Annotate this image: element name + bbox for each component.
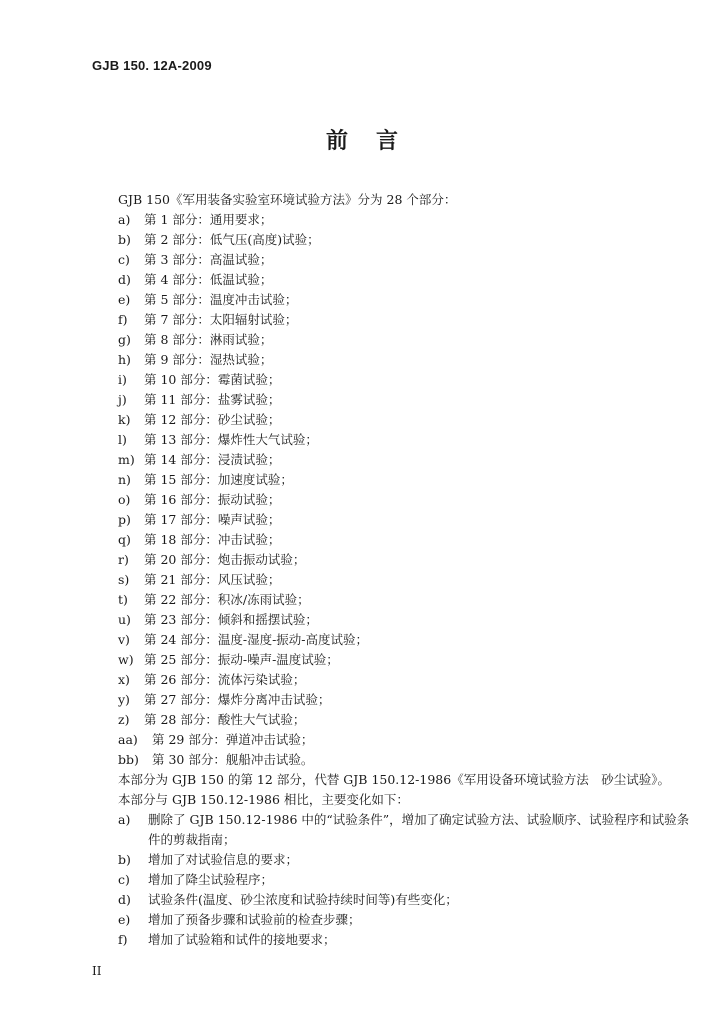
change-item bbox=[118, 890, 698, 910]
part-label: h) bbox=[118, 352, 131, 367]
change-text: 增加了对试验信息的要求； bbox=[148, 852, 299, 867]
part-text: 第 12 部分：砂尘试验； bbox=[144, 412, 281, 427]
part-label: f) bbox=[118, 312, 128, 327]
summary-section bbox=[118, 770, 698, 810]
part-item bbox=[118, 750, 368, 770]
part-label: q) bbox=[118, 532, 131, 547]
part-item bbox=[118, 570, 368, 590]
part-text: 第 7 部分：太阳辐射试验； bbox=[144, 312, 298, 327]
part-text: 第 11 部分：盐雾试验； bbox=[144, 392, 281, 407]
part-text: 第 15 部分：加速度试验； bbox=[144, 472, 293, 487]
change-item bbox=[118, 850, 698, 870]
part-label: m) bbox=[118, 452, 135, 467]
part-item bbox=[118, 710, 368, 730]
part-text: 第 24 部分：温度-湿度-振动-高度试验； bbox=[144, 632, 369, 647]
part-item bbox=[118, 630, 368, 650]
part-text: 第 4 部分：低温试验； bbox=[144, 272, 273, 287]
part-label: b) bbox=[118, 232, 131, 247]
change-text: 试验条件(温度、砂尘浓度和试验持续时间等)有些变化； bbox=[148, 892, 458, 907]
changes-intro: 本部分与 GJB 150.12-1986 相比，主要变化如下： bbox=[118, 792, 409, 807]
part-text: 第 2 部分：低气压(高度)试验； bbox=[144, 232, 320, 247]
part-label: i) bbox=[118, 372, 127, 387]
part-text: 第 26 部分：流体污染试验； bbox=[144, 672, 306, 687]
part-item bbox=[118, 270, 368, 290]
part-text: 第 17 部分：噪声试验； bbox=[144, 512, 281, 527]
change-item bbox=[118, 870, 698, 890]
part-label: e) bbox=[118, 292, 131, 307]
part-label: t) bbox=[118, 592, 128, 607]
part-item bbox=[118, 670, 368, 690]
standard-code: GJB 150. 12A-2009 bbox=[92, 58, 212, 73]
change-label: a) bbox=[118, 812, 131, 827]
part-item bbox=[118, 250, 368, 270]
change-text: 增加了预备步骤和试验前的检查步骤； bbox=[148, 912, 361, 927]
part-label: z) bbox=[118, 712, 130, 727]
part-item bbox=[118, 210, 368, 230]
part-text: 第 18 部分：冲击试验； bbox=[144, 532, 281, 547]
part-item bbox=[118, 410, 368, 430]
part-item bbox=[118, 650, 368, 670]
part-item bbox=[118, 430, 368, 450]
change-label: e) bbox=[118, 912, 131, 927]
part-text: 第 3 部分：高温试验； bbox=[144, 252, 273, 267]
part-label: o) bbox=[118, 492, 131, 507]
part-label: y) bbox=[118, 692, 130, 707]
part-item bbox=[118, 310, 368, 330]
part-label: r) bbox=[118, 552, 129, 567]
part-item bbox=[118, 610, 368, 630]
part-text: 第 29 部分：弹道冲击试验； bbox=[152, 732, 314, 747]
part-item bbox=[118, 230, 368, 250]
part-label: d) bbox=[118, 272, 131, 287]
part-text: 第 13 部分：爆炸性大气试验； bbox=[144, 432, 318, 447]
part-text: 第 28 部分：酸性大气试验； bbox=[144, 712, 306, 727]
change-label: d) bbox=[118, 892, 131, 907]
part-item bbox=[118, 370, 368, 390]
part-label: l) bbox=[118, 432, 127, 447]
part-item bbox=[118, 470, 368, 490]
part-label: k) bbox=[118, 412, 131, 427]
part-item bbox=[118, 490, 368, 510]
part-label: bb) bbox=[118, 752, 139, 767]
part-label: g) bbox=[118, 332, 131, 347]
part-label: p) bbox=[118, 512, 131, 527]
change-label: b) bbox=[118, 852, 131, 867]
part-label: s) bbox=[118, 572, 130, 587]
intro-paragraph: GJB 150《军用装备实验室环境试验方法》分为 28 个部分： bbox=[118, 192, 457, 207]
part-text: 第 10 部分：霉菌试验； bbox=[144, 372, 281, 387]
change-label: c) bbox=[118, 872, 130, 887]
parts-list bbox=[118, 210, 368, 770]
part-text: 第 30 部分：舰船冲击试验。 bbox=[152, 752, 314, 767]
part-item bbox=[118, 510, 368, 530]
part-label: aa) bbox=[118, 732, 138, 747]
part-item bbox=[118, 330, 368, 350]
change-item bbox=[118, 930, 698, 950]
change-text: 增加了降尘试验程序； bbox=[148, 872, 274, 887]
change-text: 删除了 GJB 150.12-1986 中的“试验条件”，增加了确定试验方法、试验顺序、试验程序和试验条件的剪裁指南； bbox=[148, 812, 690, 847]
part-item bbox=[118, 450, 368, 470]
part-item bbox=[118, 690, 368, 710]
part-label: c) bbox=[118, 252, 130, 267]
part-item bbox=[118, 590, 368, 610]
part-label: v) bbox=[118, 632, 130, 647]
part-item bbox=[118, 290, 368, 310]
part-text: 第 22 部分：积冰/冻雨试验； bbox=[144, 592, 310, 607]
part-text: 第 25 部分：振动-噪声-温度试验； bbox=[144, 652, 339, 667]
part-label: j) bbox=[118, 392, 127, 407]
part-item bbox=[118, 390, 368, 410]
part-item bbox=[118, 350, 368, 370]
part-text: 第 16 部分：振动试验； bbox=[144, 492, 281, 507]
part-item bbox=[118, 550, 368, 570]
part-text: 第 27 部分：爆炸分离冲击试验； bbox=[144, 692, 331, 707]
part-label: u) bbox=[118, 612, 131, 627]
change-item bbox=[118, 910, 698, 930]
part-text: 第 23 部分：倾斜和摇摆试验； bbox=[144, 612, 318, 627]
part-item bbox=[118, 530, 368, 550]
replaces-paragraph: 本部分为 GJB 150 的第 12 部分，代替 GJB 150.12-1986《军用设备环境试验方法 砂尘试验》。 bbox=[118, 772, 670, 787]
change-label: f) bbox=[118, 932, 128, 947]
page-title: 前言 bbox=[325, 128, 426, 154]
part-text: 第 20 部分：炮击振动试验； bbox=[144, 552, 306, 567]
part-text: 第 14 部分：浸渍试验； bbox=[144, 452, 281, 467]
page-number: II bbox=[92, 964, 102, 978]
changes-list bbox=[118, 810, 698, 950]
part-text: 第 21 部分：风压试验； bbox=[144, 572, 281, 587]
change-item bbox=[118, 810, 698, 850]
part-label: x) bbox=[118, 672, 130, 687]
part-text: 第 8 部分：淋雨试验； bbox=[144, 332, 273, 347]
part-label: a) bbox=[118, 212, 131, 227]
part-label: w) bbox=[118, 652, 134, 667]
part-label: n) bbox=[118, 472, 131, 487]
part-text: 第 5 部分：温度冲击试验； bbox=[144, 292, 298, 307]
part-text: 第 9 部分：湿热试验； bbox=[144, 352, 273, 367]
change-text: 增加了试验箱和试件的接地要求； bbox=[148, 932, 336, 947]
part-text: 第 1 部分：通用要求； bbox=[144, 212, 273, 227]
part-item bbox=[118, 730, 368, 750]
